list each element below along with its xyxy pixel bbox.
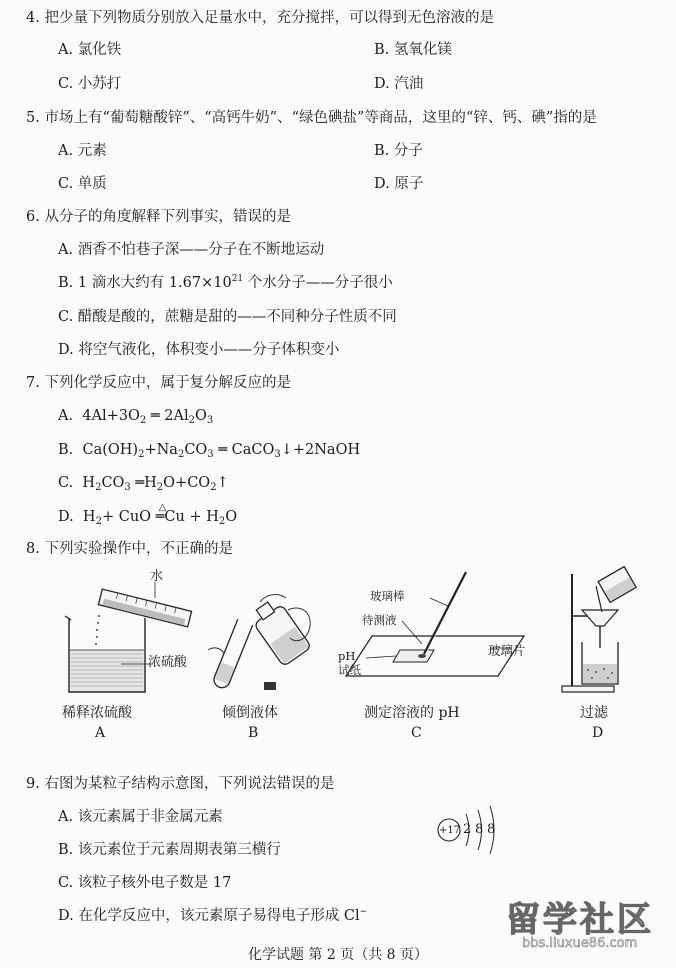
q6-option-c: C. 醋酸是酸的，蔗糖是甜的——不同种分子性质不同	[58, 309, 397, 325]
figure-b-letter: B	[248, 725, 259, 741]
q4-option-c: C. 小苏打	[58, 76, 122, 92]
figure-c-letter: C	[411, 725, 422, 741]
q8-stem: 8. 下列实验操作中，不正确的是	[26, 541, 233, 557]
figure-c-caption: 测定溶液的 pH	[364, 705, 460, 721]
q7-option-c-label: C.	[58, 475, 74, 491]
figure-c-rod-label: 玻璃棒	[370, 589, 405, 603]
figure-c-plate-label: 玻璃片	[488, 643, 526, 658]
q7-option-c: C. $H_2CO_3$ $═H_2O+CO_2↑$	[58, 475, 229, 493]
q9-option-b: B. 该元素位于元素周期表第三横行	[58, 842, 281, 858]
q9-option-a: A. 该元素属于非金属元素	[58, 809, 223, 825]
q6-stem: 6. 从分子的角度解释下列事实，错误的是	[26, 209, 291, 225]
q4-stem: 4. 把少量下列物质分别放入足量水中，充分搅拌，可以得到无色溶液的是	[26, 10, 494, 26]
q5-option-c: C. 单质	[58, 176, 107, 192]
q6-option-b-suffix: 个水分子——分子很小	[243, 275, 393, 291]
q6-exponent: 21	[231, 274, 244, 284]
figure-b-pouring	[200, 590, 320, 700]
chloride-charge: −	[359, 907, 368, 917]
watermark-title: 留学社区	[506, 900, 654, 940]
figure-c-paper-label: 试纸	[338, 663, 361, 677]
q9-stem: 9. 右图为某粒子结构示意图，下列说法错误的是	[26, 776, 335, 792]
figure-c-liquid-label: 待测液	[362, 613, 397, 627]
q7-option-a-label: A.	[58, 408, 74, 424]
q6-option-d: D. 将空气液化，体积变小——分子体积变小	[58, 342, 340, 358]
q7-option-b-label: B.	[58, 442, 74, 458]
q4-option-b: B. 氢氧化镁	[374, 42, 452, 58]
q9-option-c: C. 该粒子核外电子数是 17	[58, 875, 232, 891]
q4-option-a: A. 氯化铁	[58, 42, 122, 58]
atom-shell-2: 8	[475, 822, 484, 837]
heat-condition: △	[158, 502, 167, 513]
q7-stem: 7. 下列化学反应中，属于复分解反应的是	[26, 375, 291, 391]
q5-option-a: A. 元素	[58, 143, 107, 159]
q6-option-b-prefix: B. 1 滴水大约有 1.67×10	[58, 275, 232, 291]
page-footer: 化学试题 第 2 页（共 8 页）	[247, 947, 429, 963]
figure-a-letter: A	[95, 725, 106, 741]
figure-a-dilution	[55, 568, 205, 696]
figure-c-ph-test	[330, 566, 560, 696]
atom-structure-diagram	[436, 800, 516, 860]
figure-d-letter: D	[592, 725, 604, 741]
q6-option-b	[58, 273, 393, 293]
q7-option-b: B. $Ca(OH)_2+Na_2CO_3$ ═ CaCO$_3$↓+2NaOH	[58, 442, 361, 460]
figure-a-water-label: 水	[150, 569, 164, 584]
q7-option-d-label: D.	[58, 509, 74, 525]
q9-option-d	[58, 906, 367, 926]
atom-shell-3: 8	[487, 822, 496, 837]
q6-option-a: A. 酒香不怕巷子深——分子在不断地运动	[58, 242, 325, 258]
atom-nucleus: +17	[439, 825, 461, 836]
q4-option-d: D. 汽油	[374, 76, 424, 92]
figure-c-ph-label: pH	[338, 649, 356, 663]
q9-option-d-text: D. 在化学反应中，该元素原子易得电子形成 Cl	[58, 908, 360, 924]
figure-d-caption: 过滤	[580, 705, 608, 721]
q7-option-d: D. $H_2+$ CuO △ ═Cu + $H_2O$	[58, 507, 237, 527]
figure-b-caption: 倾倒液体	[222, 705, 278, 721]
atom-shell-1: 2	[463, 822, 472, 837]
figure-a-acid-label: 浓硫酸	[148, 655, 188, 670]
figure-d-filtration	[552, 566, 642, 696]
figure-a-caption: 稀释浓硫酸	[62, 705, 132, 721]
q7-option-a: A. $4Al+3O_2$ ═ $2Al_2O_3$	[58, 408, 214, 426]
q5-stem: 5. 市场上有“葡萄糖酸锌”、“高钙牛奶”、“绿色碘盐”等商品，这里的“锌、钙、碘”指的是	[26, 110, 597, 126]
q5-option-b: B. 分子	[374, 143, 423, 159]
watermark-url: bbs.liuxue86.com	[522, 936, 638, 951]
q5-option-d: D. 原子	[374, 176, 424, 192]
